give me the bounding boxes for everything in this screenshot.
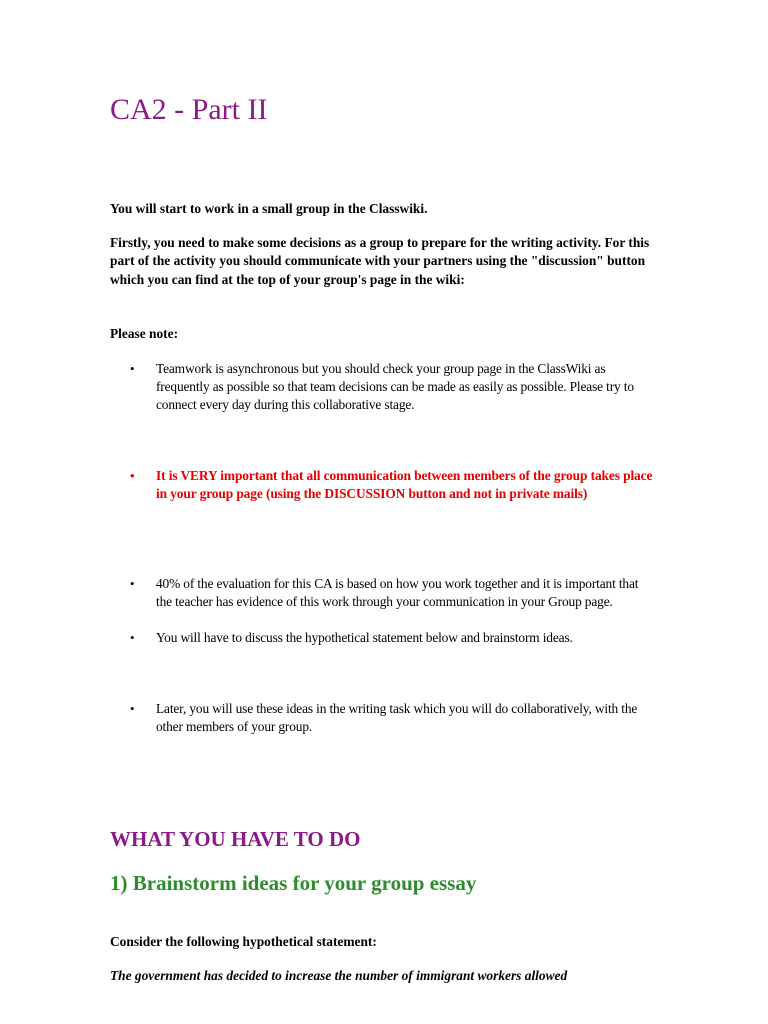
list-item xyxy=(130,575,658,611)
hypothetical-statement: The government has decided to increase the number of immigrant workers allowed xyxy=(110,968,568,983)
bullet-icon: • xyxy=(130,630,135,645)
list-item-text: You will have to discuss the hypothetical statement below and brainstorm ideas. xyxy=(156,630,573,645)
list-item-text: Later, you will use these ideas in the writing task which you will do collaboratively, with the other members of your group. xyxy=(156,701,638,735)
bullet-icon: • xyxy=(130,701,135,716)
bullet-icon: • xyxy=(130,576,135,591)
list-item-text: Teamwork is asynchronous but you should check your group page in the ClassWiki as frequently as possible so that team decisions can be made as easily as possible. Please try to connect every day during this collaborative stage. xyxy=(156,361,634,413)
please-note-label: Please note: xyxy=(110,326,179,341)
page-title: CA2 - Part II xyxy=(110,93,268,126)
list-item-important xyxy=(130,467,658,503)
intro-paragraph: You will start to work in a small group in the Classwiki. xyxy=(110,201,428,216)
list-item xyxy=(130,700,658,736)
list-item-text: 40% of the evaluation for this CA is based on how you work together and it is important that the teacher has evidence of this work through your communication in your Group page. xyxy=(156,576,639,610)
bullet-icon: • xyxy=(130,361,135,376)
bullet-icon: • xyxy=(130,468,135,483)
section-heading: WHAT YOU HAVE TO DO xyxy=(110,827,361,851)
consider-paragraph: Consider the following hypothetical statement: xyxy=(110,934,377,949)
list-item xyxy=(130,629,658,647)
list-item xyxy=(130,360,658,415)
list-item-text: It is VERY important that all communication between members of the group takes place in your group page (using the DISCUSSION button and not in private mails) xyxy=(156,468,653,502)
firstly-paragraph: Firstly, you need to make some decisions as a group to prepare for the writing activity. For this part of the activity you should communicate with your partners using the "discussion" button which you can find at the top of your group's page in the wiki: xyxy=(110,235,650,287)
subsection-heading: 1) Brainstorm ideas for your group essay xyxy=(110,871,477,895)
